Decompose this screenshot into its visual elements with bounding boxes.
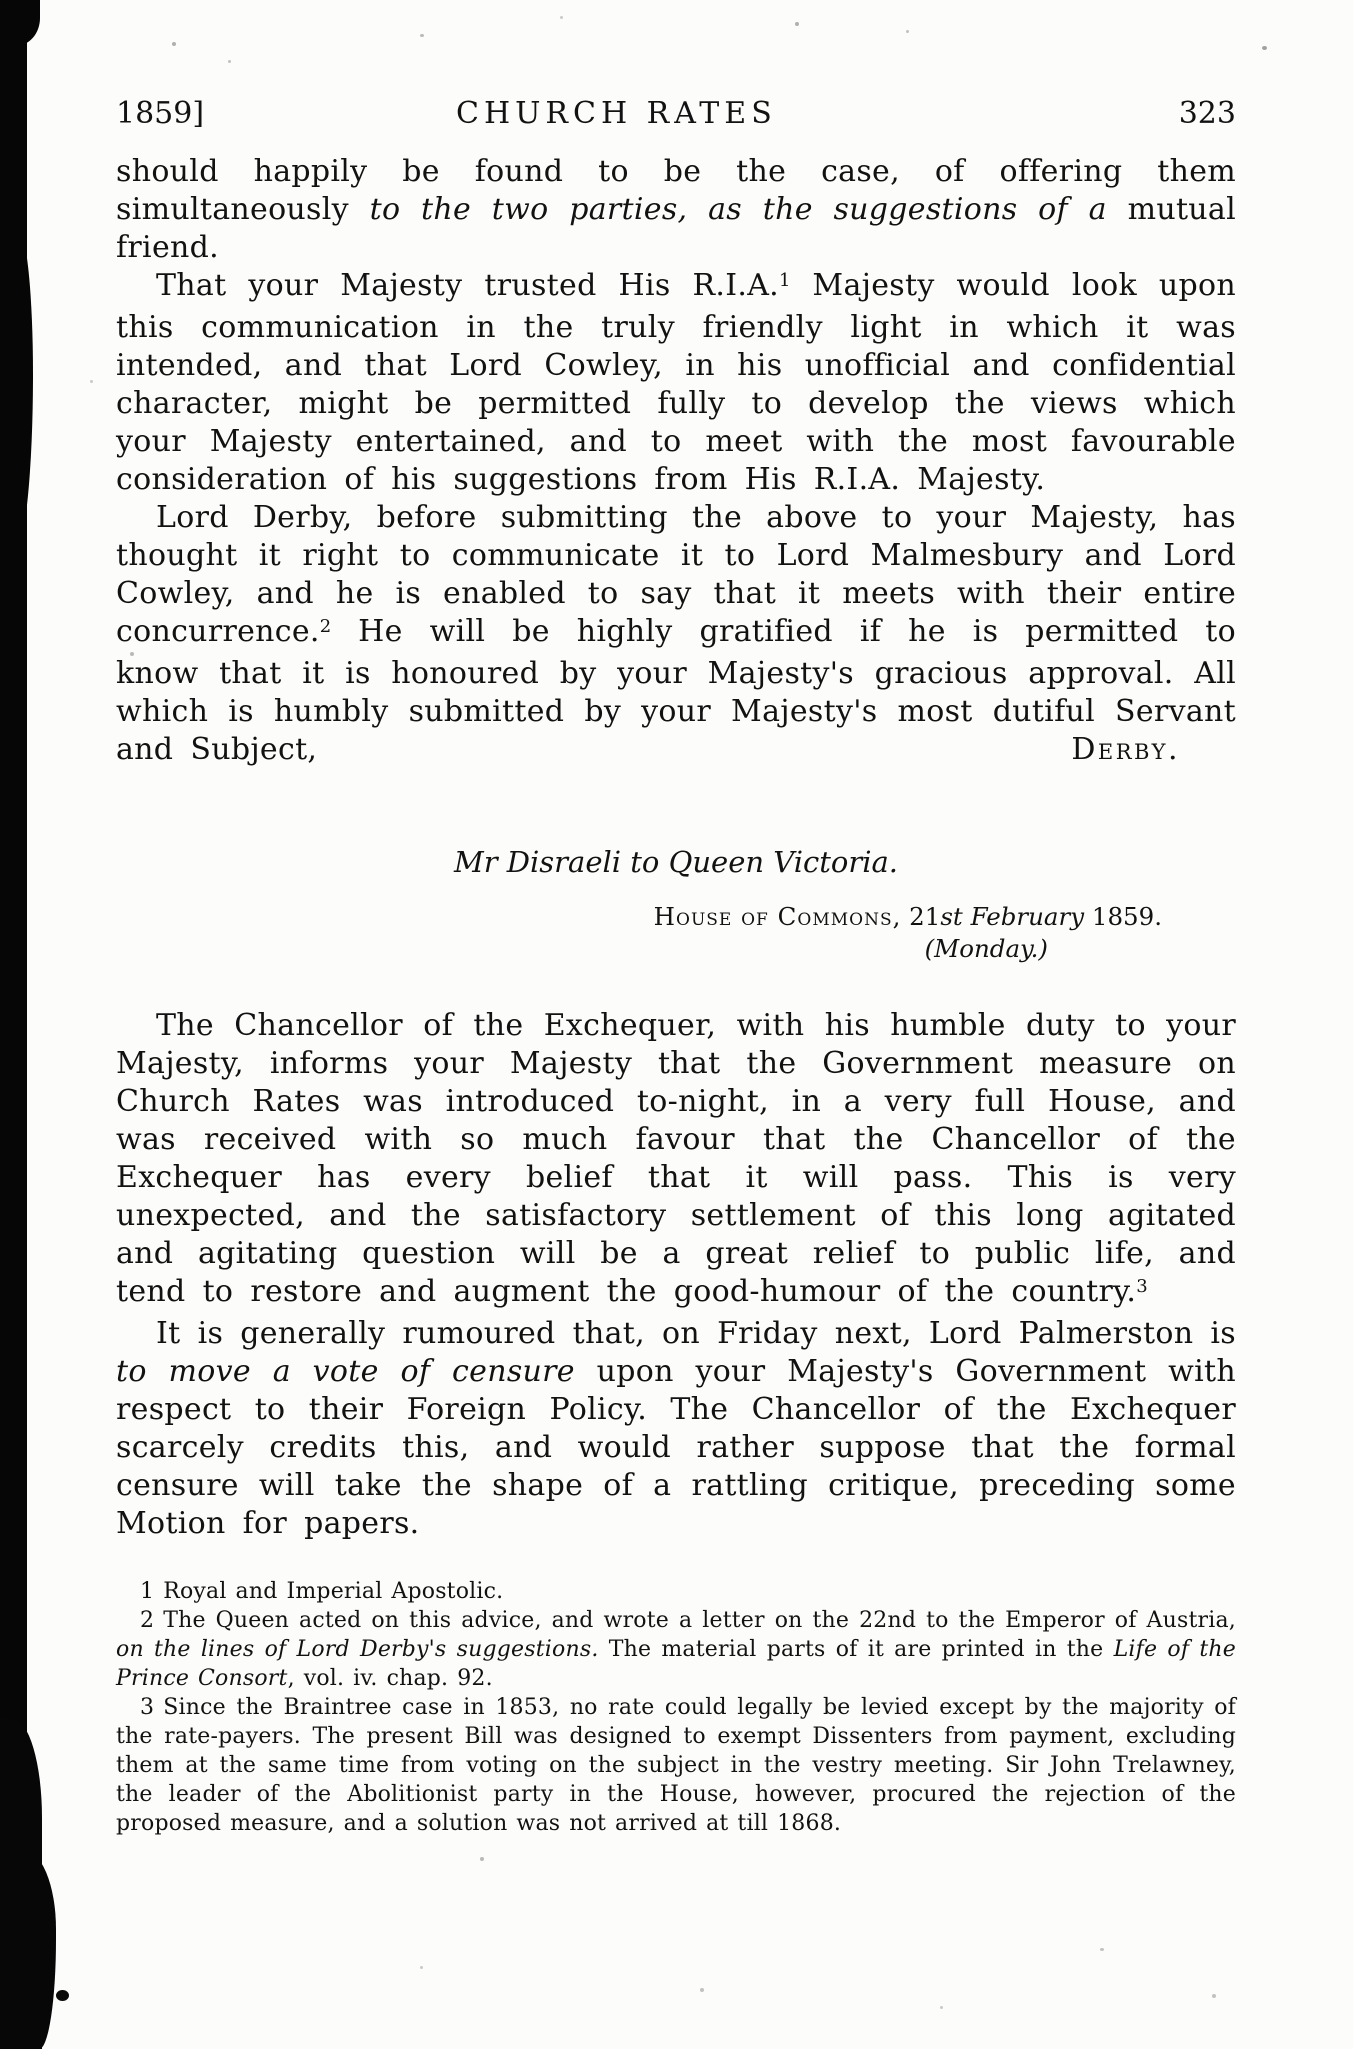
scan-speck — [172, 42, 176, 46]
scan-speck — [1212, 1994, 1216, 1998]
scan-speck — [700, 1988, 704, 1992]
footnote-reference-1: 1 — [779, 270, 791, 291]
footnote-reference-2: 2 — [319, 616, 332, 637]
header-year: 1859] — [116, 96, 205, 131]
scan-speck — [420, 34, 424, 37]
scan-speck — [90, 380, 93, 383]
paragraph-3 — [116, 499, 1236, 769]
paragraph-5-italic: to move a vote of censure — [116, 1354, 575, 1389]
footnote-2-book-title: Life of the Prince Consort — [116, 1637, 1236, 1691]
scan-speck — [795, 22, 799, 26]
scan-speck — [906, 30, 909, 33]
footnote-2-text: , vol. iv. chap. 92. — [287, 1666, 493, 1691]
dateline-place: House of Commons, — [653, 902, 902, 931]
scan-speck — [940, 2006, 943, 2009]
paragraph-2 — [116, 267, 1236, 499]
header-page-number: 323 — [1178, 96, 1236, 131]
footnote-2-italic: on the lines of Lord Derby's suggestions. — [116, 1637, 599, 1662]
paragraph-1-italic: to the two parties, as the suggestions of a — [369, 192, 1107, 227]
paragraph-2-text: Majesty would look upon this communication in the truly friendly light in which it was intended, and that Lord Cowley, in his unofficial and confidential character, might be permitted fully to develop the views which your Majesty entertained, and to meet with the most favourable consideration of his suggestions from His R.I.A. Majesty. — [116, 268, 1236, 497]
paragraph-1-text: mutual friend. — [116, 192, 1237, 265]
scan-speck — [560, 16, 563, 19]
dateline-day: 21 — [901, 902, 941, 931]
paragraph-5-text: upon your Majesty's Government with respect to their Foreign Policy. The Chancellor of the Exchequer scarcely credits this, and would rather suppose that the formal censure will take the shape of a rattling critique, preceding some Motion for papers. — [116, 1354, 1236, 1541]
footnote-1 — [116, 1577, 1236, 1606]
paragraph-5-text: It is generally rumoured that, on Friday next, Lord Palmerston is — [156, 1316, 1236, 1351]
footnote-2-text: The material parts of it are printed in the — [598, 1637, 1114, 1662]
dateline-year: 1859. — [1084, 902, 1162, 931]
scan-speck — [420, 1966, 423, 1969]
letter-heading-text: Mr Disraeli to Queen Victoria. — [454, 845, 898, 879]
scan-edge-blob-top — [0, 0, 40, 46]
paragraph-3-text: He will be highly gratified if he is permitted to know that it is honoured by your Majesty's gracious approval. All which is humbly submitted by your Majesty's most dutiful Servant and Subject, — [116, 614, 1236, 767]
paragraph-4-text: The Chancellor of the Exchequer, with his humble duty to your Majesty, informs your Majesty that the Government measure on Church Rates was introduced to-night, in a very full House, and was received with so much favour that the Chancellor of the Exchequer has every belief that it will pass. This is very unexpected, and the satisfactory settlement of this long agitated and agitating question will be a great relief to public life, and tend to restore and augment the good-humour of the country. — [116, 1008, 1236, 1309]
scan-speck — [480, 1857, 484, 1861]
paragraph-1 — [116, 153, 1236, 267]
letter-signature-derby: Derby. — [1071, 732, 1180, 767]
footnote-1-text: Royal and Imperial Apostolic. — [163, 1579, 504, 1604]
footnotes-block — [116, 1577, 1236, 1838]
paragraph-5 — [116, 1315, 1236, 1543]
page-content — [116, 96, 1236, 1838]
footnote-1-number: 1 — [140, 1579, 155, 1604]
footnote-3-text: Since the Braintree case in 1853, no rate could legally be levied except by the majority of the rate-payers. The present Bill was designed to exempt Dissenters from payment, excluding them at the same time from voting on the subject in the vestry meeting. Sir John Trelawney, the leader of the Abolitionist party in the House, however, procured the rejection of the proposed measure, and a solution was not arrived at till 1868. — [116, 1695, 1236, 1836]
dateline-weekday — [116, 933, 1236, 965]
scan-edge-blob-bottom — [0, 1849, 56, 2049]
paragraph-2-text: That your Majesty trusted His R.I.A. — [156, 268, 780, 303]
running-header — [116, 96, 1236, 131]
scan-speck — [1100, 1948, 1104, 1951]
dateline-weekday-text: (Monday.) — [924, 934, 1048, 963]
dateline — [116, 901, 1236, 933]
footnote-2-text: The Queen acted on this advice, and wrote a letter on the 22nd to the Emperor of Austria, — [163, 1608, 1236, 1633]
footnote-2-number: 2 — [140, 1608, 155, 1633]
paragraph-3-text: Lord Derby, before submitting the above to your Majesty, has thought it right to communicate it to Lord Malmesbury and Lord Cowley, and he is enabled to say that it meets with their entire concurrence. — [116, 500, 1236, 649]
scan-ink-dot — [56, 1990, 69, 2001]
paragraph-4 — [116, 1007, 1236, 1315]
footnote-3-number: 3 — [140, 1695, 155, 1720]
letter-heading — [116, 843, 1236, 881]
scan-speck — [228, 60, 231, 63]
scan-edge-blob-mid — [0, 230, 33, 550]
footnote-3 — [116, 1693, 1236, 1838]
footnote-2 — [116, 1606, 1236, 1693]
scan-speck — [1262, 46, 1267, 50]
header-title: CHURCH RATES — [456, 96, 777, 131]
dateline-month: st February — [940, 902, 1085, 931]
paragraph-1-text: should happily be found to be the case, of offering them simultaneously — [116, 154, 1236, 227]
footnote-reference-3: 3 — [1136, 1276, 1148, 1297]
